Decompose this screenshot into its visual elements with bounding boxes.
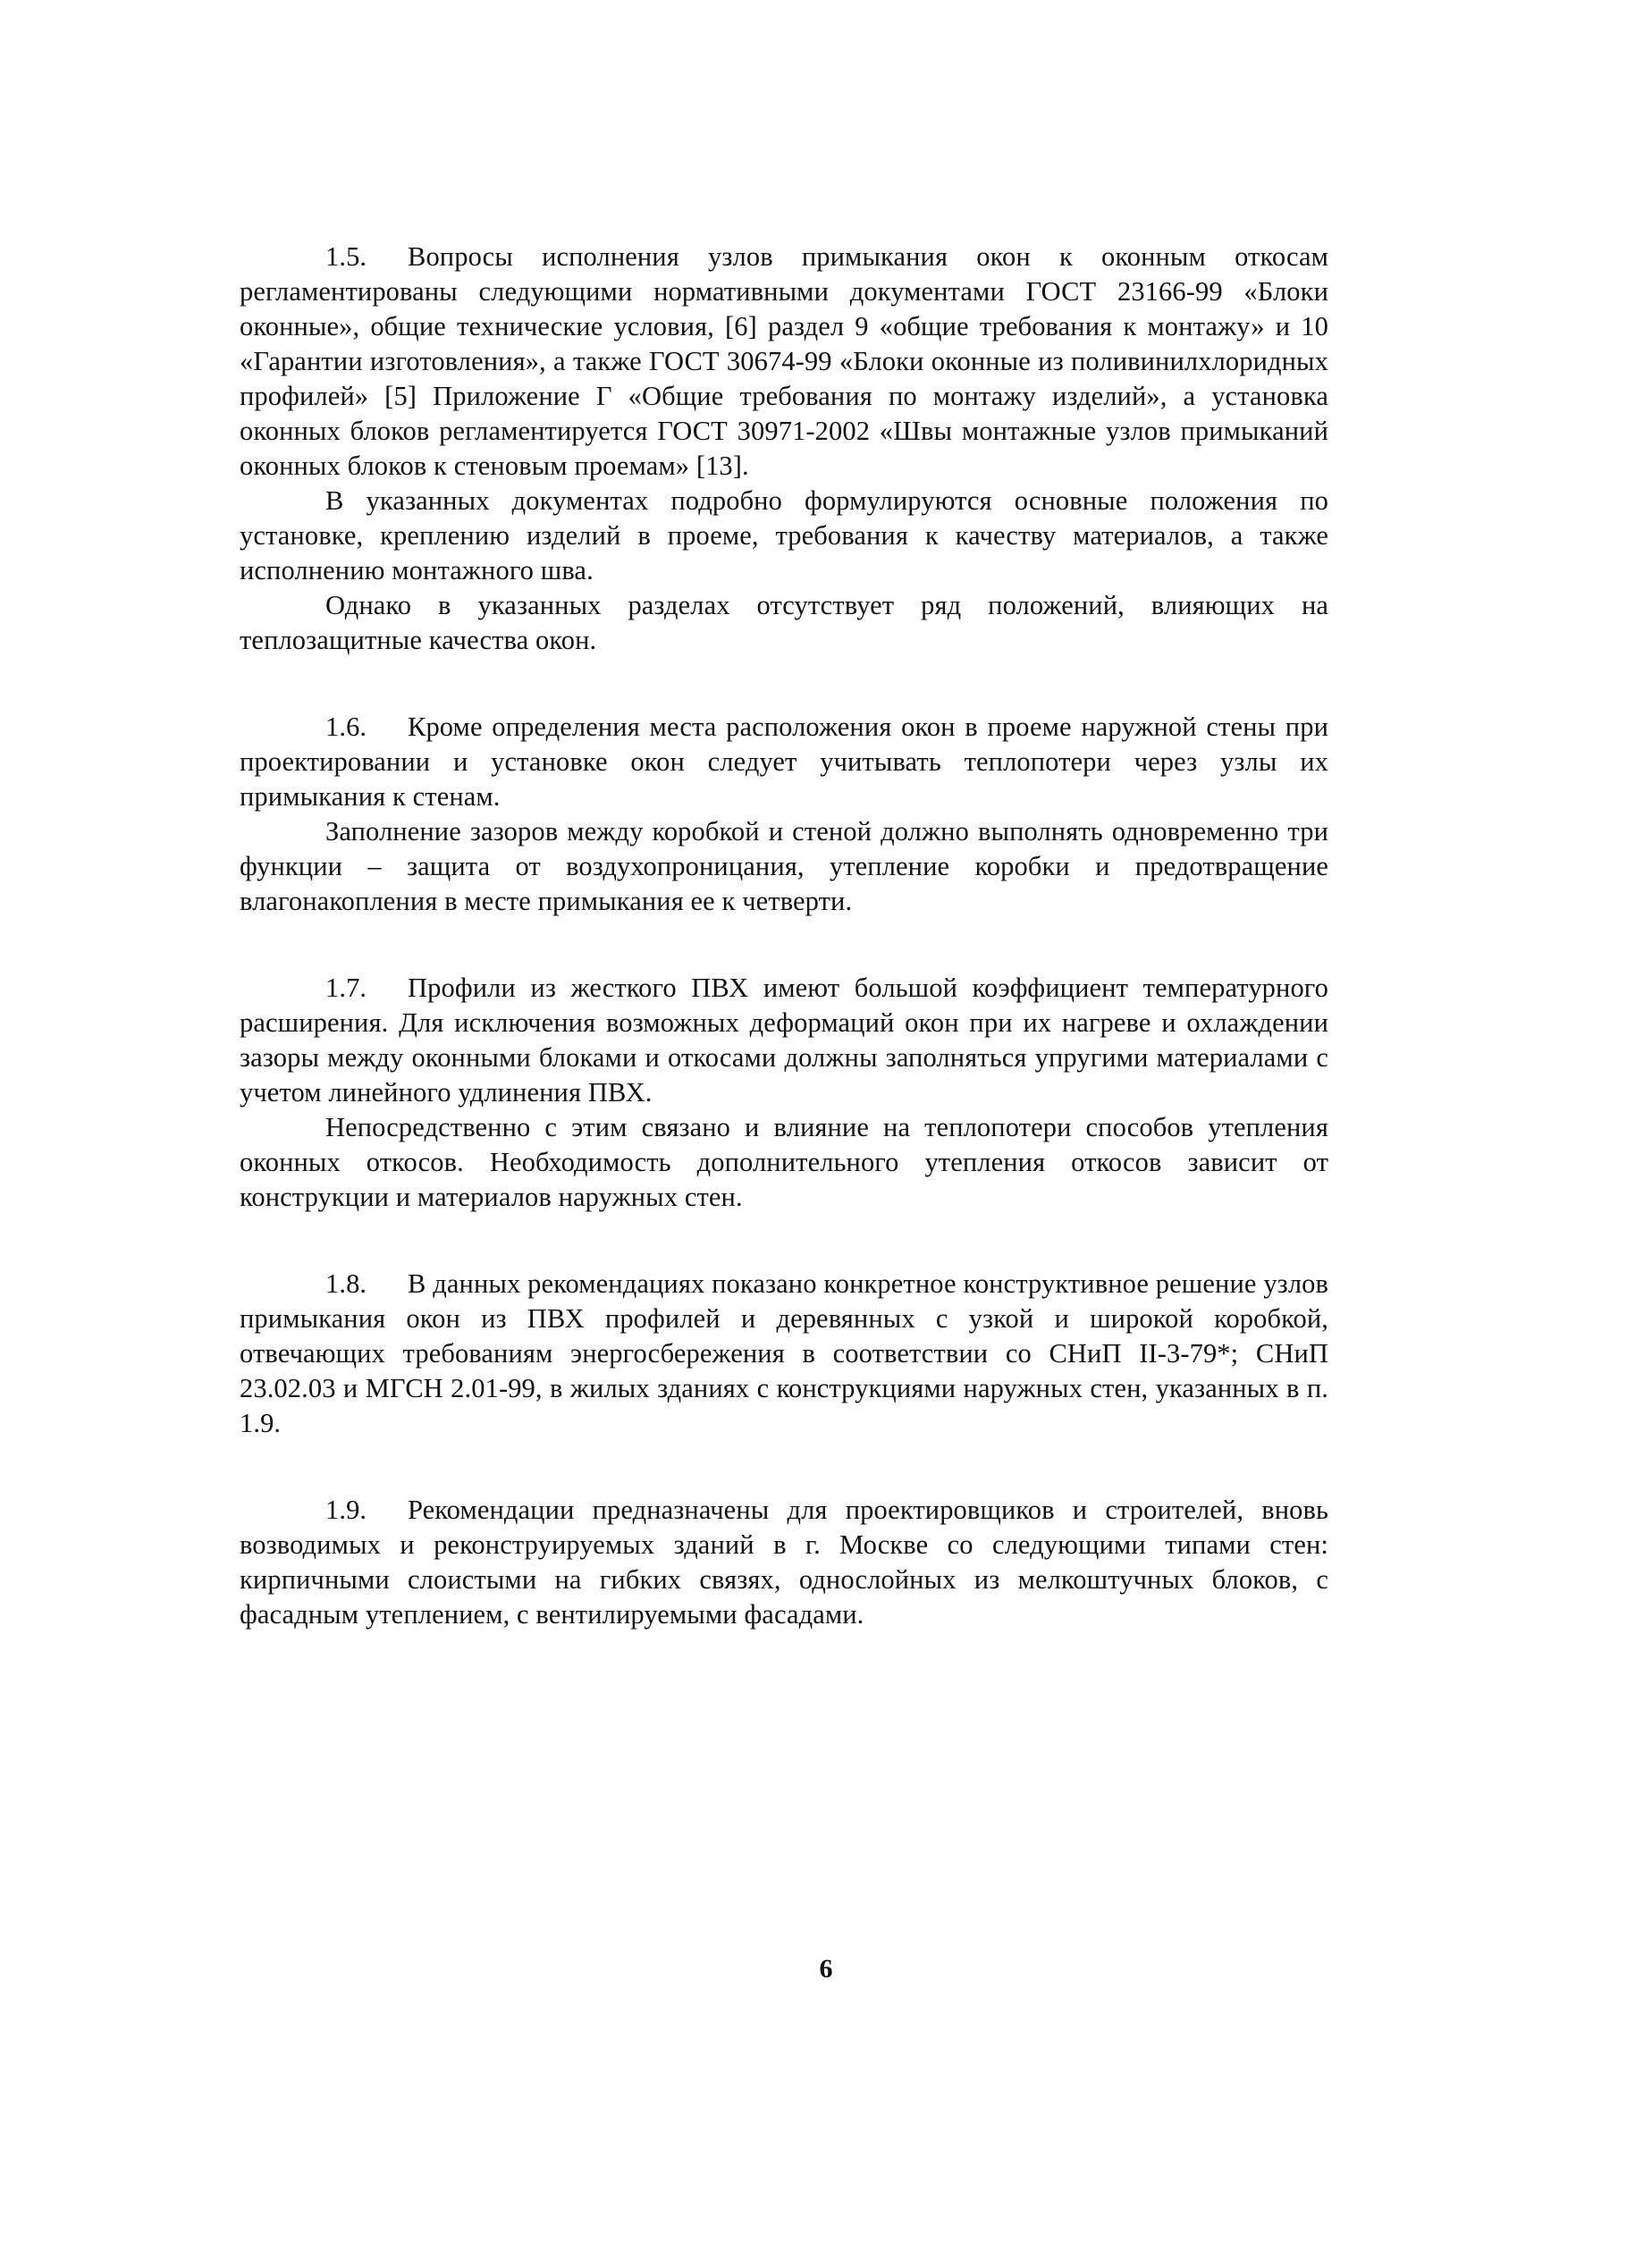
page-number: 6 [819,1954,833,1984]
paragraph-lead [240,710,1328,814]
paragraph-text: Кроме определения места расположения окон в проеме наружной стены при проектировании и установке окон следует учитывать теплопотери через узлы их примыкания к стенам. [240,712,1328,812]
paragraph: Однако в указанных разделах отсутствует ряд положений, влияющих на теплозащитные качества окон. [240,590,1328,655]
paragraph: Непосредственно с этим связано и влияние на теплопотери способов утепления оконных откосов. Необходимость дополнительного утепления откосов зависит от конструкции и материалов наружных стен. [240,1112,1328,1212]
paragraph-lead [240,971,1328,1110]
paragraph: В указанных документах подробно формулируются основные положения по установке, креплению изделий в проеме, требования к качеству материалов, а также исполнению монтажного шва. [240,485,1328,585]
document-body [240,240,1328,1684]
paragraph-text: В данных рекомендациях показано конкретное конструктивное решение узлов примыкания окон из ПВХ профилей и деревянных с узкой и широкой коробкой, отвечающих требованиям энергосбережения в соответствии со СНиП II-3-79*; СНиП 23.02.03 и МГСН 2.01-99, в жилых зданиях с конструкциями наружных стен, указанных в п. 1.9. [240,1268,1328,1438]
paragraph-text: Вопросы исполнения узлов примыкания окон к оконным откосам регламентированы следующими нормативными документами ГОСТ 23166-99 «Блоки оконные», общие технические условия, [6] раздел 9 «общие требования к монтажу» и 10 «Гарантии изготовления», а также ГОСТ 30674-99 «Блоки оконные из поливинилхлоридных профилей» [5] Приложение Г «Общие требования по монтажу изделий», а установка оконных блоков регламентируется ГОСТ 30971-2002 «Швы монтажные узлов примыканий оконных блоков к стеновым проемам» [13]. [240,241,1328,481]
paragraph-lead [240,1493,1328,1632]
paragraph-lead [240,1267,1328,1441]
section-1-9 [240,1493,1328,1632]
section-number: 1.9. [325,1495,367,1525]
section-number: 1.5. [325,241,367,272]
section-number: 1.6. [325,712,367,742]
paragraph-text: Профили из жесткого ПВХ имеют большой коэффициент температурного расширения. Для исключения возможных деформаций окон при их нагреве и охлаждении зазоры между оконными блоками и откосами должны заполняться упругими материалами с учетом линейного удлинения ПВХ. [240,973,1328,1108]
paragraph: Заполнение зазоров между коробкой и стеной должно выполнять одновременно три функции – защита от воздухопроницания, утепление коробки и предотвращение влагонакопления в месте примыкания ее к четверти. [240,816,1328,916]
paragraph-text: Рекомендации предназначены для проектировщиков и строителей, вновь возводимых и реконструируемых зданий в г. Москве со следующими типами стен: кирпичными слоистыми на гибких связях, однослойных из мелкоштучных блоков, с фасадным утеплением, с вентилируемыми фасадами. [240,1495,1328,1630]
section-1-7 [240,971,1328,1215]
section-1-5 [240,240,1328,658]
section-number: 1.8. [325,1268,367,1299]
paragraph-lead [240,240,1328,484]
section-1-6 [240,710,1328,919]
section-1-8 [240,1267,1328,1441]
section-number: 1.7. [325,973,367,1003]
